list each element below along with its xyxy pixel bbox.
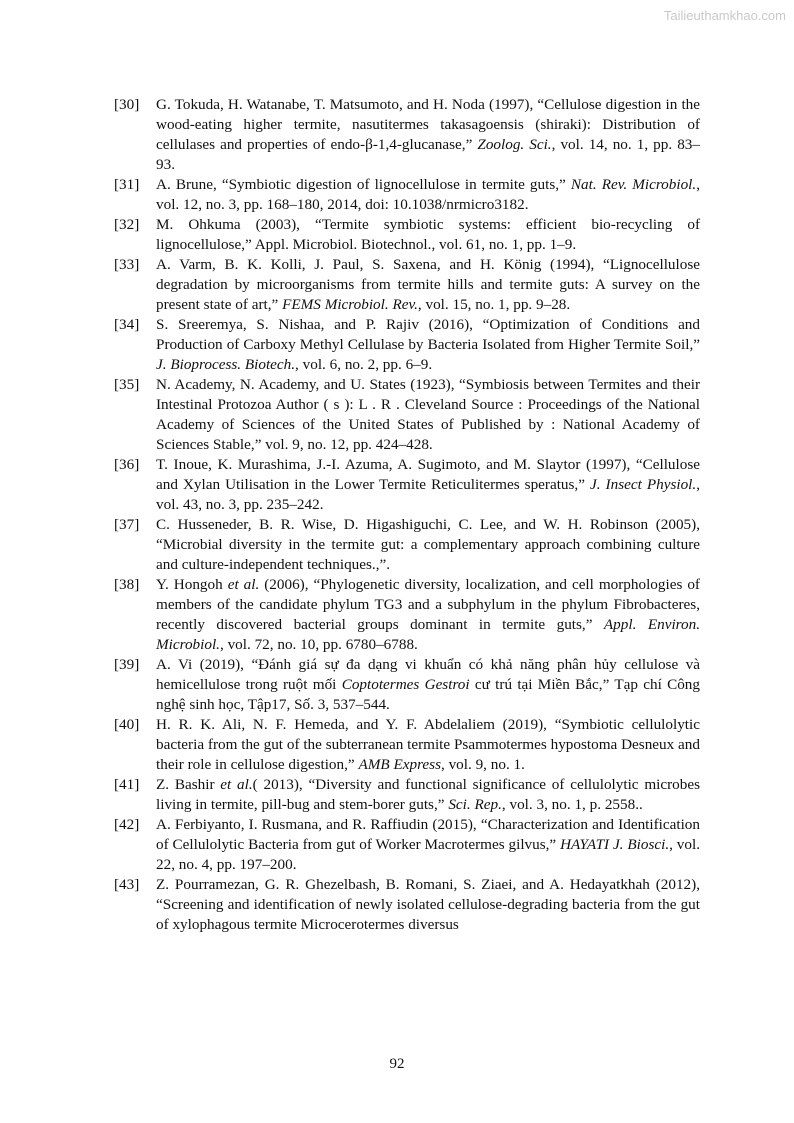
reference-segment: A. Varm, B. K. Kolli, J. Paul, S. Saxena, and H. König (1994), “Lignocellulose degradation by microorganisms from termite hills and termite guts: A survey on the present state of art,” [156, 256, 700, 313]
reference-segment: , vol. 14, no. 1, pp. 83–93. [156, 136, 700, 173]
reference-number: [30] [114, 96, 140, 113]
reference-segment: , vol. 22, no. 4, pp. 197–200. [156, 836, 700, 873]
reference-segment: , vol. 15, no. 1, pp. 9–28. [417, 296, 571, 313]
reference-entry [114, 875, 700, 935]
reference-entry [114, 455, 700, 515]
reference-italic-segment: Appl. Environ. Microbiol. [156, 616, 700, 653]
reference-segment: G. Tokuda, H. Watanabe, T. Matsumoto, and H. Noda (1997), “Cellulose digestion in the wood-eating higher termite, nasutitermes takasagoensis (shiraki): Distribution of cellulases and properties of endo-β-1,4-glucanase,” [156, 96, 700, 153]
reference-italic-segment: AMB Express [358, 756, 441, 773]
reference-number: [39] [114, 656, 140, 673]
reference-number: [32] [114, 216, 140, 233]
reference-italic-segment: Sci. Rep. [448, 796, 502, 813]
reference-segment: cư trú tại Miền Bắc,” Tạp chí Công nghệ sinh học, Tập17, Số. 3, 537–544. [156, 676, 700, 713]
reference-number: [36] [114, 456, 140, 473]
reference-text [156, 716, 700, 773]
reference-segment: , vol. 12, no. 3, pp. 168–180, 2014, doi: 10.1038/nrmicro3182. [156, 176, 700, 213]
reference-entry [114, 95, 700, 175]
reference-text [156, 316, 700, 373]
reference-entry [114, 715, 700, 775]
reference-segment: M. Ohkuma (2003), “Termite symbiotic systems: efficient bio-recycling of lignocellulose,” Appl. Microbiol. Biotechnol., vol. 61, no. 1, pp. 1–9. [156, 216, 700, 253]
reference-entry [114, 375, 700, 455]
reference-italic-segment: J. Bioprocess. Biotech. [156, 356, 296, 373]
reference-text [156, 456, 700, 513]
reference-segment: C. Husseneder, B. R. Wise, D. Higashiguchi, C. Lee, and W. H. Robinson (2005), “Microbial diversity in the termite gut: a complementary approach combining culture and culture-independent techniques.,”. [156, 516, 700, 573]
reference-entry [114, 215, 700, 255]
reference-segment: ( 2013), “Diversity and functional significance of cellulolytic microbes living in termite, pill-bug and stem-borer guts,” [156, 776, 700, 813]
reference-number: [35] [114, 376, 140, 393]
reference-text [156, 96, 700, 173]
reference-italic-segment: et al. [220, 776, 253, 793]
reference-entry [114, 175, 700, 215]
reference-entry [114, 515, 700, 575]
reference-text [156, 376, 700, 453]
watermark: Tailieuthamkhao.com [663, 8, 786, 23]
reference-list [114, 95, 700, 935]
reference-text [156, 656, 700, 713]
reference-number: [37] [114, 516, 140, 533]
page-number: 92 [389, 1056, 405, 1072]
reference-segment: Y. Hongoh [156, 576, 228, 593]
reference-entry [114, 775, 700, 815]
reference-entry [114, 315, 700, 375]
reference-segment: T. Inoue, K. Murashima, J.-I. Azuma, A. Sugimoto, and M. Slaytor (1997), “Cellulose and Xylan Utilisation in the Lower Termite Reticulitermes speratus,” [156, 456, 700, 493]
reference-segment: A. Ferbiyanto, I. Rusmana, and R. Raffiudin (2015), “Characterization and Identification of Cellulolytic Bacteria from gut of Worker Macrotermes gilvus,” [156, 816, 700, 853]
reference-entry [114, 815, 700, 875]
reference-italic-segment: J. Insect Physiol. [590, 476, 697, 493]
reference-segment: A. Vi (2019), “Đánh giá sự đa dạng vi khuẩn có khả năng phân hủy cellulose và hemicellulose trong ruột mối [156, 656, 700, 693]
reference-text [156, 576, 700, 653]
reference-segment: Z. Pourramezan, G. R. Ghezelbash, B. Romani, S. Ziaei, and A. Hedayatkhah (2012), “Screening and identification of newly isolated cellulose-degrading bacteria from the gut of xylophagous termite Microcerotermes diversus [156, 876, 700, 933]
reference-segment: S. Sreeremya, S. Nishaa, and P. Rajiv (2016), “Optimization of Conditions and Production of Carboxy Methyl Cellulase by Bacteria Isolated from Higher Termite Soil,” [156, 316, 700, 353]
reference-italic-segment: Zoolog. Sci. [477, 136, 552, 153]
reference-italic-segment: Coptotermes Gestroi [341, 676, 470, 693]
reference-segment: , vol. 43, no. 3, pp. 235–242. [156, 476, 700, 513]
reference-segment: , vol. 6, no. 2, pp. 6–9. [295, 356, 433, 373]
reference-number: [34] [114, 316, 140, 333]
reference-segment: , vol. 9, no. 1. [440, 756, 525, 773]
reference-italic-segment: et al. [227, 576, 260, 593]
reference-number: [31] [114, 176, 140, 193]
reference-segment: H. R. K. Ali, N. F. Hemeda, and Y. F. Abdelaliem (2019), “Symbiotic cellulolytic bacteria from the gut of the subterranean termite Psammotermes hypostoma Desneux and their role in cellulose digestion,” [156, 716, 700, 773]
reference-italic-segment: HAYATI J. Biosci. [560, 836, 670, 853]
reference-segment: N. Academy, N. Academy, and U. States (1923), “Symbiosis between Termites and their Intestinal Protozoa Author ( s ): L . R . Cleveland Source : Proceedings of the National Academy of Sciences of the United States of Published by : National Academy of Sciences Stable,” vol. 9, no. 12, pp. 424–428. [156, 376, 700, 453]
reference-segment: , vol. 72, no. 10, pp. 6780–6788. [219, 636, 418, 653]
reference-segment: Z. Bashir [156, 776, 221, 793]
reference-entry [114, 655, 700, 715]
reference-text [156, 816, 700, 873]
reference-text [156, 176, 700, 213]
reference-number: [40] [114, 716, 140, 733]
reference-number: [38] [114, 576, 140, 593]
reference-number: [43] [114, 876, 140, 893]
reference-text [156, 256, 700, 313]
reference-text [156, 876, 700, 933]
reference-italic-segment: Nat. Rev. Microbiol. [570, 176, 697, 193]
reference-entry [114, 575, 700, 655]
reference-segment: A. Brune, “Symbiotic digestion of lignocellulose in termite guts,” [156, 176, 571, 193]
reference-text [156, 216, 700, 253]
reference-segment: , vol. 3, no. 1, p. 2558.. [501, 796, 643, 813]
reference-segment: (2006), “Phylogenetic diversity, localization, and cell morphologies of members of the candidate phylum TG3 and a subphylum in the phylum Fibrobacteres, recently discovered bacterial groups dominant in termite guts,” [156, 576, 700, 633]
reference-number: [42] [114, 816, 140, 833]
reference-number: [33] [114, 256, 140, 273]
reference-number: [41] [114, 776, 140, 793]
reference-italic-segment: FEMS Microbiol. Rev. [282, 296, 418, 313]
reference-text [156, 776, 700, 813]
reference-text [156, 516, 700, 573]
reference-entry [114, 255, 700, 315]
